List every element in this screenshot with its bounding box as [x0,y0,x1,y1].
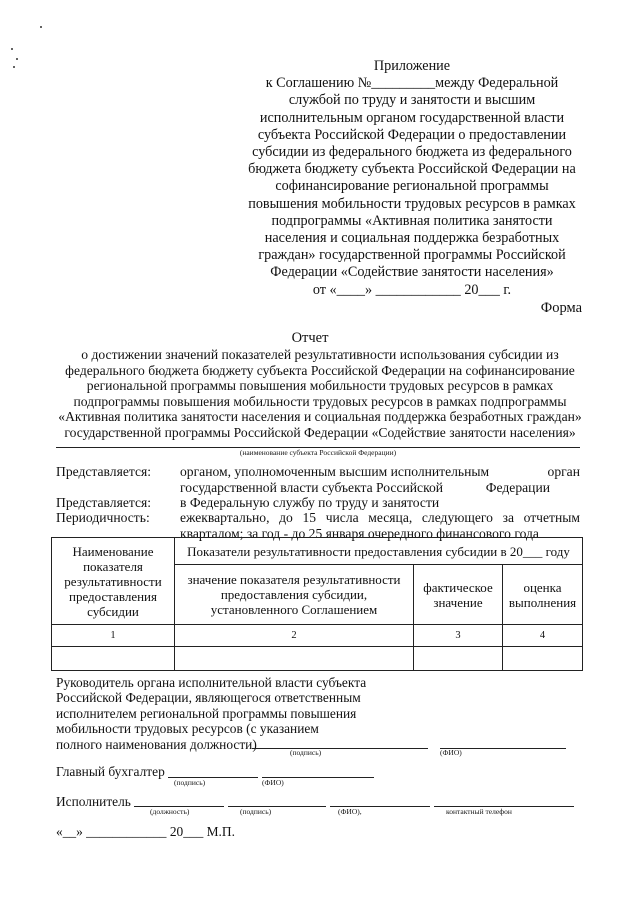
head-signature-block [56,675,386,752]
table-row [52,647,583,671]
head-title-line: Руководитель органа исполнительной власти субъекта [56,675,367,690]
appendix-line: населения и социальная поддержка безработных [264,230,560,247]
appendix-line: повышения мобильности трудовых ресурсов в рамках [248,195,576,212]
executor-label: Исполнитель [56,794,131,809]
col-actual-value-header: фактическое значение [414,565,503,625]
appendix-line: Федерации «Содействие занятости населения» [270,264,554,281]
table-row-numbers [52,625,583,647]
appendix-line: софинансирование региональной программы [275,178,549,195]
appendix-line: подпрограммы «Активная политика занятости [271,212,553,229]
appendix-line: бюджета бюджету субъекта Российской Федерации на [248,161,576,178]
appendix-line: к Соглашению №_________между Федеральной [265,75,559,92]
periodicity-word: до [279,510,293,525]
submitted-by-text: государственной власти субъекта Российской [180,479,444,495]
col-agreement-value-header: значение показателя результативности предоставления субсидии, установленного Соглашением [175,565,414,625]
fio-caption: (ФИО) [440,748,462,757]
report-subtitle [40,347,600,441]
scan-speck [13,66,15,68]
periodicity-word: за [502,510,514,525]
report-subtitle-line: государственной программы Российской Федерации «Содействие занятости населения» [64,424,576,440]
scan-speck [16,58,18,60]
col-number: 1 [52,625,175,647]
col-number: 4 [503,625,583,647]
signature-caption: (подпись) [290,748,322,757]
position-caption: (должность) [150,807,190,816]
phone-caption: контактный телефон [446,807,512,816]
appendix-line: граждан» государственной программы Российской [258,247,566,264]
date-stamp-line: «__» ____________ 20___ М.П. [56,824,235,839]
table-cell[interactable] [175,647,414,671]
submitted-by-text: органом, уполномоченным высшим исполнительным [180,464,490,479]
table-cell[interactable] [52,647,175,671]
report-subtitle-line: «Активная политика занятости населения и социальная поддержка безработных граждан» [58,409,582,425]
form-label: Форма [540,300,582,316]
col-assessment-header: оценка выполнения [503,565,583,625]
signature-caption: (подпись) [240,807,272,816]
fio-caption: (ФИО), [338,807,362,816]
periodicity-word: числа [325,510,359,525]
submitted-by-text: орган [547,464,580,479]
col-indicator-name-header: Наименование показателя результативности предоставления субсидии [52,538,175,625]
appendix-date-line: от «____» ____________ 20___ г. [312,281,512,298]
table-cell[interactable] [503,647,583,671]
signature-caption: (подпись) [174,778,206,787]
head-title-line: Российской Федерации, являющегося ответственным [56,690,361,706]
report-subtitle-line: подпрограммы повышения мобильности трудовых ресурсов в рамках подпрограммы [73,393,567,409]
appendix-line: субъекта Российской Федерации о предоставлении [257,126,567,143]
submitted-by-label: Представляется: [56,464,152,479]
appendix-header [244,58,580,299]
subject-name-caption: (наименование субъекта Российской Федерации) [239,448,397,457]
periodicity-word: отчетным [523,510,580,525]
submitted-by-text: Федерации [485,479,550,495]
appendix-line: субсидии из федерального бюджета из федерального [252,144,572,161]
scan-speck [11,48,13,50]
report-subtitle-line: федерального бюджета бюджету субъекта Российской Федерации на софинансирование [65,362,575,378]
periodicity-label: Периодичность: [56,510,150,525]
report-subtitle-line: о достижении значений показателей результативности использования субсидии из [81,347,559,362]
periodicity-word: месяца, [368,510,413,525]
chief-accountant-label: Главный бухгалтер [56,764,165,779]
appendix-line: службой по труду и занятости и высшим [288,92,536,109]
periodicity-word: ежеквартально, [180,510,270,525]
head-title-line: исполнителем региональной программы повышения [56,705,357,721]
fio-caption: (ФИО) [262,778,284,787]
submitted-by-value [180,464,580,495]
periodicity-word: следующего [421,510,493,525]
indicators-group-header: Показатели результативности предоставления субсидии в 20___ году [175,538,583,565]
periodicity-word: 15 [302,510,317,525]
scan-speck [40,26,42,28]
appendix-line: исполнительным органом государственной власти [259,109,565,126]
appendix-line: Приложение [373,58,451,74]
col-number: 2 [175,625,414,647]
report-title: Отчет [291,330,329,346]
indicators-table [51,537,583,671]
report-subtitle-line: региональной программы повышения мобильности трудовых ресурсов в рамках [86,378,554,394]
head-title-line: полного наименования должности) [56,736,257,752]
submitted-to-value: в Федеральную службу по труду и занятости [180,495,440,510]
head-signature-field[interactable] [252,748,428,749]
periodicity-text: кварталом; за год - до 25 января очередного финансового года [180,525,539,541]
submitted-to-label: Представляется: [56,495,152,510]
head-title-line: мобильности трудовых ресурсов (с указанием [56,721,319,737]
table-cell[interactable] [414,647,503,671]
col-number: 3 [414,625,503,647]
